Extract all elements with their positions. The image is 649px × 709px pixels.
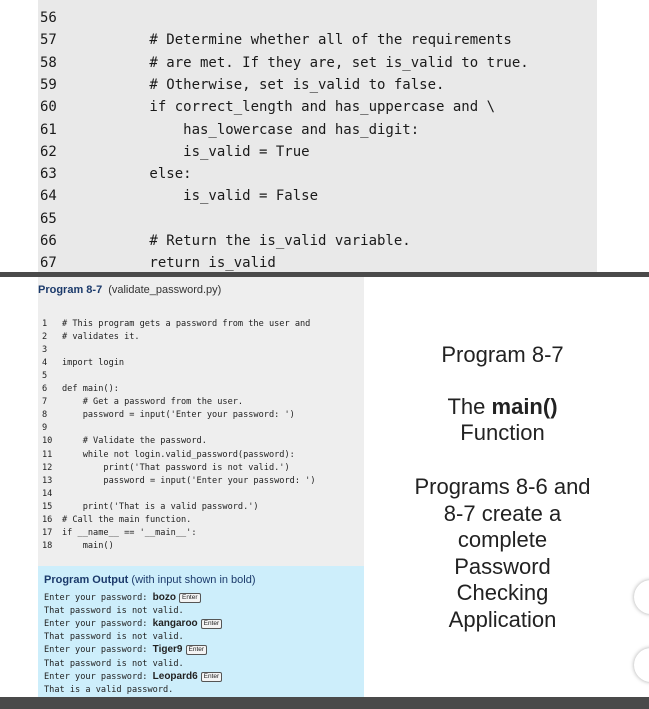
output-line: [44, 657, 184, 671]
program-code-line: [42, 475, 316, 487]
line-number: 4: [42, 358, 48, 369]
code-text: else:: [82, 166, 192, 183]
side-description-line: Password: [454, 553, 551, 579]
line-number: 11: [42, 449, 53, 460]
code-text: # are met. If they are, set is_valid to true.: [82, 54, 529, 71]
code-text: has_lowercase and has_digit:: [82, 121, 420, 138]
line-number: 59: [40, 76, 57, 93]
code-text: if correct_length and has_uppercase and \: [82, 99, 496, 116]
line-number: 57: [40, 32, 57, 49]
program-code-line: [42, 540, 114, 552]
program-code-line: [42, 383, 119, 395]
output-title: Program Output: [44, 574, 129, 586]
side-program-label: Program 8-7: [441, 342, 564, 367]
output-header: [44, 572, 256, 588]
code-text: is_valid = False: [82, 188, 319, 205]
top-code-line: [38, 7, 82, 29]
line-number: 18: [42, 540, 53, 551]
user-input: bozo: [152, 592, 176, 603]
code-text: # validates it.: [62, 332, 140, 343]
line-number: 15: [42, 501, 53, 512]
code-text: # Otherwise, set is_valid to false.: [82, 76, 445, 93]
user-input: Tiger9: [152, 644, 183, 656]
output-text: That password is not valid.: [44, 658, 184, 669]
top-code-line: [38, 185, 318, 207]
side-the: The: [447, 394, 492, 419]
line-number: 1: [42, 319, 48, 329]
code-text: # Get a password from the user.: [62, 397, 244, 408]
side-main-func: main(): [491, 394, 558, 419]
output-text: Enter your password:: [44, 645, 153, 656]
enter-key-icon: Enter: [201, 672, 223, 682]
top-code-line: [38, 74, 444, 96]
top-code-line: [38, 208, 82, 230]
side-description-line: Programs 8-6 and: [414, 474, 591, 499]
side-main-heading: [380, 394, 625, 420]
program-number: Program 8-7: [38, 284, 103, 296]
output-text: That password is not valid.: [44, 606, 184, 617]
enter-key-icon: Enter: [179, 593, 201, 603]
line-number: 65: [40, 210, 57, 227]
edge-circle-button[interactable]: [634, 580, 649, 614]
side-description-line: Checking: [456, 580, 549, 605]
code-text: print('That password is not valid.'): [62, 462, 290, 473]
side-description-line: complete: [457, 527, 548, 552]
top-code-line: [38, 96, 495, 118]
program-code-line: [42, 462, 290, 474]
program-header: [38, 280, 221, 300]
output-subtitle: (with input shown in bold): [128, 574, 256, 586]
line-number: 2: [42, 332, 48, 343]
line-number: 8: [42, 410, 48, 421]
code-text: is_valid = True: [82, 143, 310, 160]
side-description-line: Application: [448, 606, 557, 632]
program-code-line: [42, 409, 295, 421]
code-text: # Determine whether all of the requirements: [82, 32, 512, 49]
top-code-line: [38, 52, 529, 74]
code-text: import login: [62, 358, 125, 369]
line-number: 66: [40, 233, 57, 249]
code-text: while not login.valid_password(password):: [62, 449, 295, 460]
output-text: Enter your password:: [44, 619, 153, 630]
output-line: [44, 670, 222, 684]
output-line: [44, 604, 184, 618]
line-number: 9: [42, 423, 48, 434]
program-code-line: [42, 344, 62, 356]
line-number: 63: [40, 166, 57, 183]
code-text: # Call the main function.: [62, 514, 192, 525]
top-code-line: [38, 163, 192, 185]
top-code-line: [38, 29, 512, 51]
code-text: print('That is a valid password.'): [62, 501, 259, 512]
top-code-line: [38, 230, 411, 252]
line-number: 16: [42, 514, 53, 525]
edge-circle-button[interactable]: [634, 648, 649, 682]
program-code-line: [42, 422, 62, 434]
line-number: 64: [40, 188, 57, 205]
line-number: 10: [42, 436, 53, 447]
line-number: 17: [42, 527, 53, 538]
line-number: 60: [40, 99, 57, 116]
output-line: [44, 683, 173, 697]
output-text: That is a valid password.: [44, 684, 174, 695]
line-number: 12: [42, 462, 53, 473]
line-number: 61: [40, 121, 57, 138]
program-code-line: [42, 488, 62, 500]
program-code-line: [42, 527, 197, 539]
code-text: main(): [62, 540, 114, 551]
bottom-bar: [0, 697, 649, 709]
program-code-line: [42, 331, 140, 343]
program-code-line: [42, 514, 191, 526]
code-text: def main():: [62, 384, 119, 395]
code-text: # Return the is_valid variable.: [82, 233, 411, 249]
side-description-line: 8-7 create a: [443, 500, 562, 526]
program-code-line: [42, 370, 62, 382]
output-line: [44, 591, 201, 605]
line-number: 13: [42, 475, 53, 486]
output-line: [44, 630, 184, 644]
enter-key-icon: Enter: [186, 645, 208, 655]
program-filename: (validate_password.py): [108, 284, 222, 296]
user-input: Leopard6: [152, 670, 198, 682]
program-code-line: [42, 318, 310, 330]
output-line: [44, 617, 222, 631]
line-number: 62: [40, 143, 57, 160]
code-text: # Validate the password.: [62, 436, 207, 447]
user-input: kangaroo: [152, 618, 198, 630]
code-text: # This program gets a password from the user and: [62, 319, 311, 329]
line-number: 14: [42, 488, 53, 499]
line-number: 3: [42, 345, 48, 356]
top-code-line: [38, 252, 276, 274]
program-code-line: [42, 435, 207, 447]
program-code-line: [42, 449, 295, 461]
line-number: 56: [40, 10, 57, 26]
line-number: 58: [40, 54, 57, 71]
line-number: 7: [42, 397, 48, 408]
program-code-line: [42, 396, 243, 408]
top-code-line: [38, 119, 419, 141]
output-line: [44, 643, 207, 657]
line-number: 67: [40, 255, 57, 272]
program-code-line: [42, 357, 124, 369]
output-text: That password is not valid.: [44, 632, 184, 643]
output-text: Enter your password:: [44, 593, 153, 603]
program-code-line: [42, 501, 259, 513]
code-text: return is_valid: [82, 255, 276, 272]
output-text: Enter your password:: [44, 671, 153, 682]
top-code-line: [38, 141, 310, 163]
side-function-label: Function: [460, 420, 545, 445]
enter-key-icon: Enter: [201, 619, 223, 629]
code-text: if __name__ == '__main__':: [62, 527, 197, 538]
code-text: password = input('Enter your password: '): [62, 410, 295, 421]
code-text: password = input('Enter your password: '): [62, 475, 316, 486]
line-number: 5: [42, 371, 48, 382]
line-number: 6: [42, 384, 48, 395]
